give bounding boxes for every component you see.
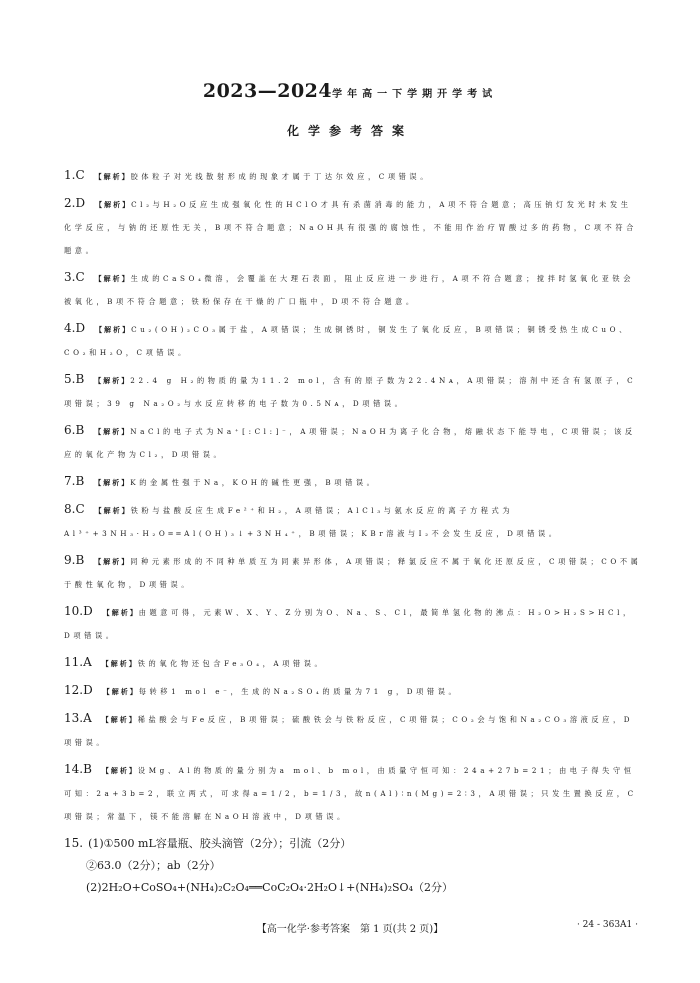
- page-title: [0, 80, 700, 102]
- answer-item: [64, 419, 642, 466]
- q15-line-2: ②63.0（2分）；ab（2分）: [86, 859, 221, 872]
- answer-choice: B: [83, 762, 92, 776]
- answer-item: [64, 549, 642, 596]
- explanation-text: 生成的CaSO₄微溶，会覆盖在大理石表面，阻止反应进一步进行，A项不符合题意；搅拌时氢氧化亚铁会被氧化，B项不符合题意；铁粉保存在干燥的广口瓶中，D项不符合题意。: [64, 274, 634, 306]
- question-number: 15.: [64, 836, 84, 850]
- page-footer: [0, 920, 700, 936]
- analysis-label: 【解析】: [95, 325, 132, 334]
- analysis-label: 【解析】: [101, 659, 138, 668]
- answer-choice: C: [75, 168, 85, 182]
- analysis-label: 【解析】: [102, 608, 139, 617]
- explanation-text: Cl₂与H₂O反应生成强氧化性的HClO才具有杀菌消毒的能力，A项不符合题意；高压钠灯发光时未发生化学反应，与钠的还原性无关，B项不符合题意；NaOH具有很强的腐蚀性，不能用作治疗胃酸过多的药物，C项不符合题意。: [64, 200, 637, 255]
- answer-choice: B: [75, 474, 85, 488]
- answer-item: [64, 758, 642, 828]
- explanation-text: 由题意可得，元素W、X、Y、Z分别为O、Na、S、Cl，最简单氢化物的沸点：H₂O>H₂S>HCl，D项错误。: [64, 608, 634, 640]
- explanation-text: K的金属性强于Na，KOH的碱性更强，B项错误。: [130, 478, 378, 487]
- answer-choice: D: [75, 196, 86, 210]
- question-number: 7.: [64, 474, 76, 488]
- explanation-text: 每转移1 mol e⁻，生成的Na₂SO₄的质量为71 g，D项错误。: [138, 687, 460, 696]
- answer-choice: C: [75, 270, 85, 284]
- analysis-label: 【解析】: [94, 478, 131, 487]
- answer-choice: A: [83, 711, 92, 725]
- answer-item: [64, 192, 642, 262]
- analysis-label: 【解析】: [94, 506, 131, 515]
- answer-choice: D: [83, 604, 93, 618]
- analysis-label: 【解析】: [94, 557, 131, 566]
- answer-choice: B: [75, 553, 85, 567]
- answer-choice: B: [75, 372, 85, 386]
- q15-line-3: (2)2H₂O+CoSO₄+(NH₄)₂C₂O₄══CoC₂O₄·2H₂O↓+(NH₄)₂SO₄（2分）: [86, 881, 453, 894]
- question-number: 14.: [64, 762, 84, 776]
- title-suffix: 学年高一下学期开学考试: [332, 89, 498, 100]
- answer-item: [64, 651, 642, 675]
- answer-choice: D: [75, 321, 86, 335]
- analysis-label: 【解析】: [94, 274, 131, 283]
- answer-choice: B: [75, 423, 85, 437]
- answer-item: [64, 266, 642, 313]
- question-number: 10.: [64, 604, 84, 618]
- answer-choice: D: [83, 683, 93, 697]
- question-number: 9.: [64, 553, 76, 567]
- footer-doc-code: · 24 - 363A1 ·: [576, 920, 638, 930]
- analysis-label: 【解析】: [101, 715, 138, 724]
- question-number: 2.: [64, 196, 76, 210]
- question-number: 11.: [64, 655, 84, 669]
- q15-line-1: (1)①500 mL容量瓶、胶头滴管（2分）；引流（2分）: [88, 837, 352, 850]
- answer-item: [64, 164, 642, 188]
- answer-item: [64, 600, 642, 647]
- question-number: 8.: [64, 502, 76, 516]
- explanation-text: 22.4 g H₂的物质的量为11.2 mol，含有的原子数为22.4Nᴀ，A项错误；溶剂中还含有氢原子，C项错误；39 g Na₂O₂与水反应转移的电子数为0.5Nᴀ，D项错误。: [64, 376, 637, 408]
- analysis-label: 【解析】: [94, 427, 131, 436]
- answer-item: [64, 707, 642, 754]
- title-year: 2023—2024: [202, 80, 333, 102]
- explanation-text: 铁的氧化物还包含Fe₃O₄，A项错误。: [137, 659, 326, 668]
- question-number: 5.: [64, 372, 76, 386]
- answer-item: [64, 368, 642, 415]
- answer-item-15: [64, 832, 642, 899]
- question-number: 3.: [64, 270, 76, 284]
- explanation-text: 设Mg、Al的物质的量分别为a mol、b mol，由质量守恒可知：24a+27b=21；由电子得失守恒可知：2a+3b=2，联立两式，可求得a=1/2，b=1/3，故n(Al)∶n(Mg)=2∶3，A项错误；只发生置换反应，C项错误；常温下，镁不能溶解在NaOH溶液中，D项错误。: [64, 766, 637, 821]
- answer-choice: C: [75, 502, 85, 516]
- explanation-text: 胶体粒子对光线散射形成的现象才属于丁达尔效应，C项错误。: [130, 172, 432, 181]
- explanation-text: 铁粉与盐酸反应生成Fe²⁺和H₂，A项错误；AlCl₃与氨水反应的离子方程式为Al³⁺+3NH₃·H₂O══Al(OH)₃↓+3NH₄⁺，B项错误；KBr溶液与I₂不会发生反应，D项错误。: [64, 506, 560, 538]
- explanation-text: 同种元素形成的不同种单质互为同素异形体，A项错误；释氯反应不属于氧化还原反应，C项错误；CO不属于酸性氧化物，D项错误。: [64, 557, 642, 589]
- question-number: 12.: [64, 683, 84, 697]
- question-number: 6.: [64, 423, 76, 437]
- analysis-label: 【解析】: [101, 766, 138, 775]
- question-number: 4.: [64, 321, 76, 335]
- explanation-text: NaCl的电子式为Na⁺[:Cl:]⁻，A项错误；NaOH为离子化合物，熔融状态下能导电，C项错误；该反应的氧化产物为Cl₂，D项错误。: [64, 427, 636, 459]
- footer-page-info: 【高一化学·参考答案 第 1 页(共 2 页)】: [256, 924, 444, 935]
- analysis-label: 【解析】: [102, 687, 139, 696]
- analysis-label: 【解析】: [94, 172, 131, 181]
- answer-item: [64, 470, 642, 494]
- answer-item: [64, 498, 642, 545]
- answer-item: [64, 679, 642, 703]
- answer-item: [64, 317, 642, 364]
- analysis-label: 【解析】: [95, 200, 132, 209]
- explanation-text: Cu₂(OH)₂CO₃属于盐，A项错误；生成铜锈时，铜发生了氧化反应，B项错误；铜锈受热生成CuO、CO₂和H₂O，C项错误。: [64, 325, 630, 357]
- question-number: 13.: [64, 711, 84, 725]
- explanation-text: 稀盐酸会与Fe反应，B项错误；硫酸铁会与铁粉反应，C项错误；CO₂会与饱和Na₂CO₃溶液反应，D项错误。: [64, 715, 634, 747]
- document-subtitle: 化学参考答案: [286, 124, 413, 138]
- question-number: 1.: [64, 168, 76, 182]
- answer-list: [64, 164, 642, 903]
- answer-choice: A: [83, 655, 92, 669]
- analysis-label: 【解析】: [94, 376, 131, 385]
